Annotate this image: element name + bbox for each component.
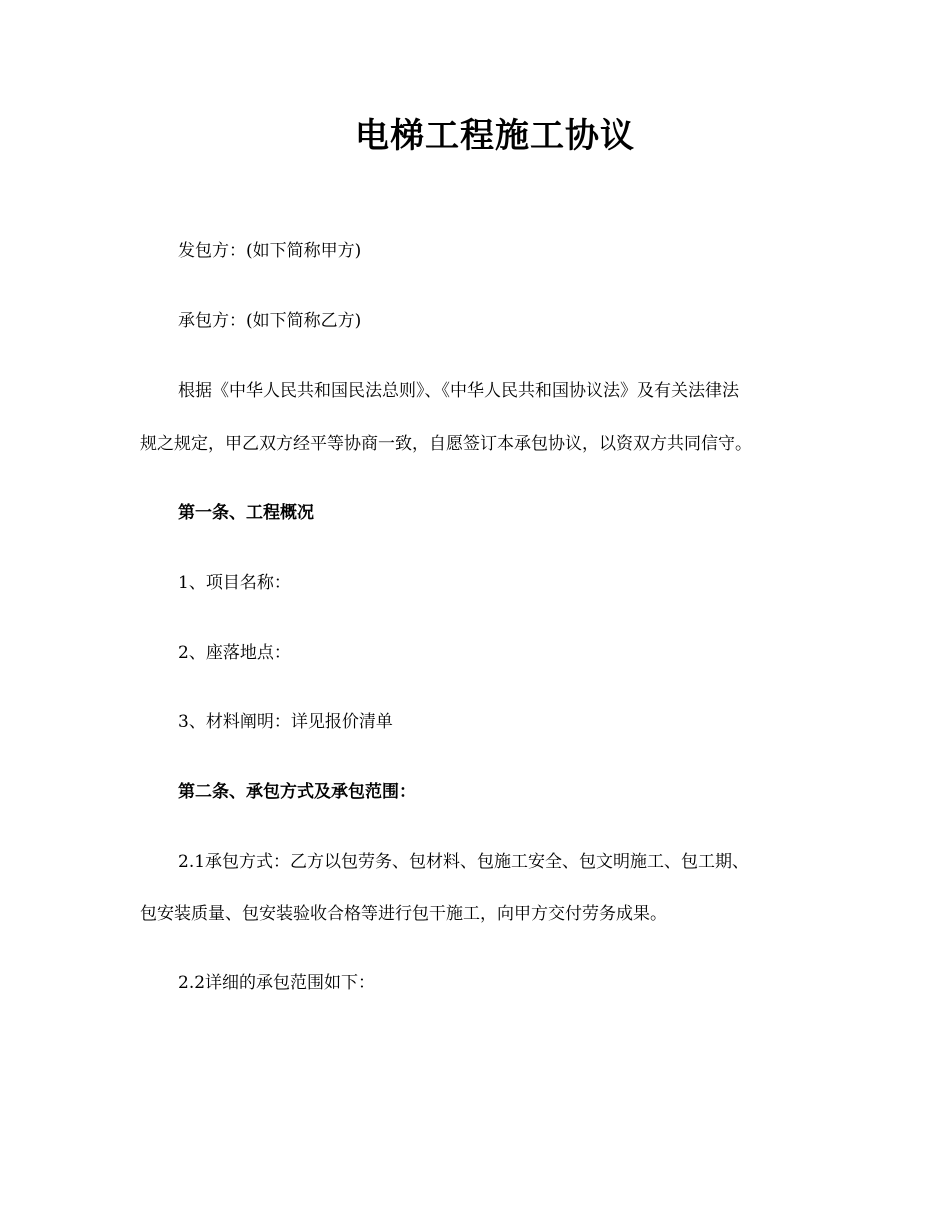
clause-2-2-line: 2.2详细的承包范围如下： bbox=[178, 973, 376, 993]
article-1-heading: 第一条、工程概况 bbox=[178, 503, 314, 523]
article-1-item-materials: 3、材料阐明：详见报价清单 bbox=[178, 712, 393, 732]
document-title: 电梯工程施工协议 bbox=[355, 116, 635, 156]
article-1-item-location: 2、座落地点： bbox=[178, 643, 291, 663]
article-1-item-project-name: 1、项目名称： bbox=[178, 573, 291, 593]
preamble-line-2: 规之规定，甲乙双方经平等协商一致，自愿签订本承包协议，以资双方共同信守。 bbox=[140, 434, 752, 454]
party-a-line: 发包方：(如下简称甲方) bbox=[178, 241, 362, 261]
party-b-line: 承包方：(如下简称乙方) bbox=[178, 311, 362, 331]
article-2-heading: 第二条、承包方式及承包范围： bbox=[178, 782, 416, 802]
preamble-line-1: 根据《中华人民共和国民法总则》、《中华人民共和国协议法》及有关法律法 bbox=[178, 381, 739, 401]
clause-2-1-line-2: 包安装质量、包安装验收合格等进行包干施工，向甲方交付劳务成果。 bbox=[140, 904, 667, 924]
clause-2-1-line-1: 2.1承包方式：乙方以包劳务、包材料、包施工安全、包文明施工、包工期、 bbox=[178, 852, 750, 872]
